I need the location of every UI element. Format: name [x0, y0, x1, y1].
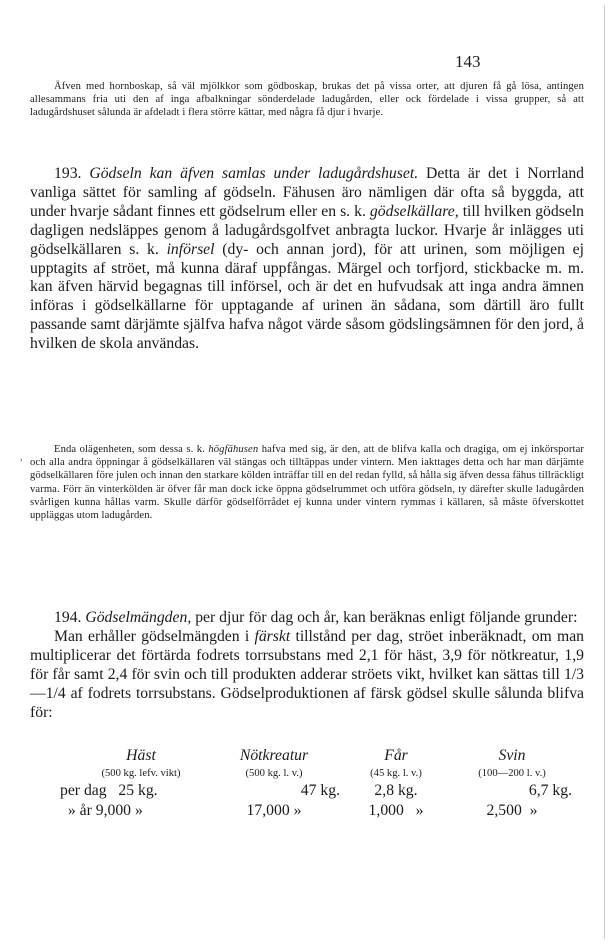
intro-paragraph [30, 80, 584, 120]
term-inforsel: införsel [166, 240, 215, 258]
section-194-text-3: af fodrets torrsubstans. Gödselproduktionen af färsk gödsel skulle sålunda blifva för: [30, 684, 585, 721]
value-svin-year: 2,500 » [486, 802, 538, 819]
section-193 [30, 165, 584, 354]
page-number: 143 [455, 52, 481, 71]
table-subheader-row [60, 765, 572, 781]
section-193-number: 193. [54, 165, 82, 182]
section-194-body [30, 628, 584, 723]
row-label-per-year: » år 9,000 » [67, 802, 143, 819]
note-text-1: Enda olägenheten, som dessa s. k. [54, 444, 205, 455]
page-edge [604, 5, 605, 939]
section-194-heading-rest: per djur för dag och år, kan beräknas enligt följande grunder: [195, 609, 578, 626]
column-sub-hast: (500 kg. lefv. vikt) [101, 767, 181, 779]
section-193-text-2: till hvilken gödseln dagligen nedsläppes genom å ladugårdsgolfvet anbragta luckor. Hvarje år inlägges uti gödselkällaren s. k. [30, 202, 585, 258]
section-193-body [30, 165, 584, 354]
section-193-text-3: (dy- och annan jord), för att urinen, som möjligen ej upptagits af ströet, må kunna däraf uppfångas. Märgel och torfjord, stickbacke m. m. kan äfven härvid begagnas till införsel, och är det en hufvudsak att inga andra ämnen införas i gödselkällarne för upptagande af urinen än sådana, som därtill äro fullt passande samt därjämte själfva hafva något värde såsom gödslingsämnen för den jord, å hvilken de skola användas. [30, 240, 584, 353]
value-hast-year: 9,000 [95, 802, 132, 819]
value-far-year: 1,000 » [368, 802, 424, 819]
value-notkreatur-day: 47 kg. [300, 782, 340, 799]
term-godselkallare: gödselkällare, [369, 202, 459, 220]
column-header-notkreatur: Nötkreatur [239, 746, 309, 764]
section-194-heading-line [30, 609, 584, 628]
table-header-row [60, 746, 572, 765]
column-sub-svin: (100—200 l. v.) [478, 767, 546, 779]
section-193-text-1: Detta är det i Norrland vanliga sättet för samling af gödseln. Fähusen äro nämligen där ofta så byggda, att under hvarje sådant finnes ett gödselrum eller en s. k. [30, 165, 585, 220]
production-table [60, 746, 572, 821]
fraction-one-fourth: 1/4 [45, 684, 66, 702]
section-193-heading: Gödseln kan äfven samlas under ladugårdshuset. [89, 165, 419, 182]
section-194-text-1: Man erhåller gödselmängden i [54, 627, 250, 645]
column-sub-notkreatur: (500 kg. l. v.) [245, 767, 303, 779]
fraction-dash: — [30, 684, 46, 702]
value-notkreatur-year: 17,000 » [246, 802, 302, 819]
column-sub-far: (45 kg. l. v.) [370, 767, 422, 779]
note-paragraph [30, 443, 584, 522]
row-label-per-day: per dag 25 kg. [60, 782, 158, 799]
note-text-2: hafva med sig, är den, att de blifva kalla och dragiga, om ej inkörsportar och alla andra öppningar å gödselkällaren väl stängas och tilltäppas under vintern. Men iakttages detta och har man därjämte gödselkällaren före julen och innan den starkare kölden inträffar till en del redan fylld, så hålla sig äfven dessa fähus tillräckligt varma. Förr än vinterkölden är öfver får man dock icke öppna gödselrummet och utföra gödseln, ty därefter skulle ladugården svårligen kunna hållas varm. Skulle därför gödselförrådet ej kunna under vintern rymmas i källaren, så måste öfverskottet uppläggas utom ladugården. [30, 444, 585, 522]
margin-mark: , [20, 452, 23, 463]
term-farskt: färskt [254, 627, 291, 645]
value-far-day: 2,8 kg. [374, 782, 418, 799]
table-row-per-day [60, 781, 572, 801]
section-194-text-2: tillstånd per dag, ströet inberäknadt, om man multiplicerar det förtärda fodrets torrsubstans med 2,1 för häst, 3,9 för nötkreatur, 1,9 för får samt 2,4 för svin och till produkten adderar ströets vikt, hvilket kan sättas till [30, 627, 584, 683]
fraction-one-third: 1/3 [563, 665, 585, 683]
column-header-svin: Svin [498, 746, 526, 764]
section-194-heading: Gödselmängden, [85, 609, 192, 626]
term-hogfahusen: högfähusen [208, 444, 259, 455]
column-header-far: Får [384, 746, 408, 764]
value-svin-day: 6,7 kg. [528, 782, 572, 799]
section-194 [30, 609, 584, 722]
intro-text: Äfven med hornboskap, så väl mjölkkor som gödboskap, brukas det på vissa orter, att djuren få gå lösa, antingen allesammans fria uti den af inga afbalkningar sönderdelade ladugården, eller ock fördelade i vissa grupper, så att ladugårdshuset sålunda är afdeladt i flera större kättar, med några få djur i hvarje. [30, 81, 584, 119]
note-body [30, 443, 584, 522]
column-header-hast: Häst [126, 746, 156, 764]
section-194-number: 194. [54, 609, 82, 626]
value-hast-day: 25 kg. [118, 782, 158, 799]
table-row-per-year [60, 801, 572, 821]
